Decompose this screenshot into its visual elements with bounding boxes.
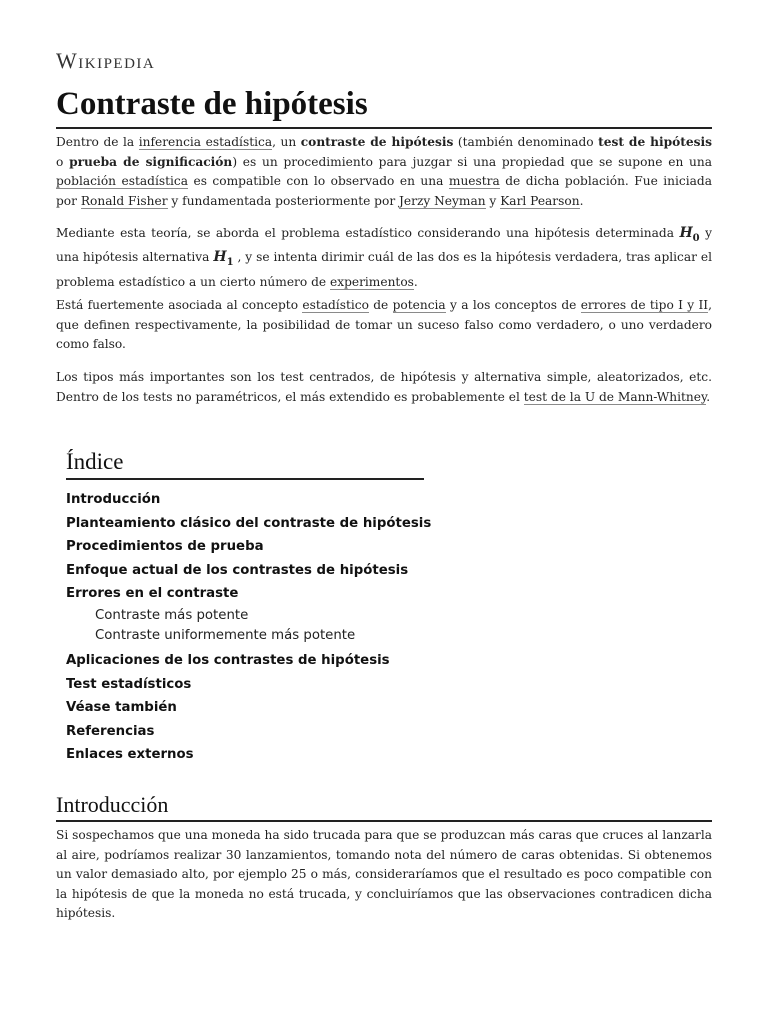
article-title: Contraste de hipótesis: [56, 84, 712, 129]
link-experimentos[interactable]: experimentos: [329, 274, 414, 289]
link-ronald-fisher[interactable]: Ronald Fisher: [80, 193, 168, 208]
link-errores-de-tipo[interactable]: errores de tipo I y II: [580, 298, 709, 312]
toc-entry: [66, 743, 426, 767]
toc-item-errores[interactable]: Errores en el contraste: [66, 586, 239, 602]
toc-entry: [66, 488, 426, 512]
math-h0: $H_0$: [679, 225, 700, 244]
toc-item-enfoque-actual[interactable]: Enfoque actual de los contrastes de hipótesis: [66, 562, 409, 578]
lead-paragraph-3: Está fuertemente asociada al concepto estadístico de potencia y a los conceptos de errores de tipo I y II, que definen respectivamente, la posibilidad de tomar un suceso falso como verdadero, o uno verdadero como falso.: [56, 298, 712, 351]
intro-paragraph: Si sospechamos que una moneda ha sido trucada para que se produzcan más caras que cruces al lanzarla al aire, podríamos realizar 30 lanzamientos, tomando nota del número de caras obtenidas. Si obtenemos un valor demasiado alto, por ejemplo 25 o más, consideraríamos que el resultado es poco compatible con la hipótesis de que la moneda no está trucada, y concluiríamos que las observaciones contradicen dicha hipótesis.: [56, 828, 712, 920]
toc-item-test-estadisticos[interactable]: Test estadísticos: [66, 676, 192, 692]
toc-entry: [66, 559, 426, 583]
toc-entry: [66, 720, 426, 744]
toc-subentry: [95, 606, 426, 626]
lead-paragraph-1: Dentro de la inferencia estadística, un contraste de hipótesis (también denominado test de hipótesis o prueba de significación) es un procedimiento para juzgar si una propiedad que se supone en una población estadística es compatible con lo observado en una muestra de dicha población. Fue iniciada por Ronald Fisher y fundamentada posteriormente por Jerzy Neyman y Karl Pearson.: [56, 135, 713, 208]
toc-item-enlaces-externos[interactable]: Enlaces externos: [66, 747, 194, 763]
toc-entry: [66, 582, 426, 646]
link-potencia[interactable]: potencia: [392, 298, 446, 312]
link-estadistico[interactable]: estadístico: [302, 298, 369, 312]
toc-subitem-uniformemente[interactable]: Contraste uniformemente más potente: [95, 627, 356, 643]
bold-test-de-hipotesis: test de hipótesis: [598, 135, 712, 149]
toc-item-aplicaciones[interactable]: Aplicaciones de los contrastes de hipótesis: [66, 652, 390, 668]
toc-sublist: [66, 606, 426, 646]
toc-item-introduccion[interactable]: Introducción: [66, 492, 161, 507]
section-heading-introduccion: Introducción: [56, 790, 712, 822]
link-inferencia-estadistica[interactable]: inferencia estadística: [138, 135, 273, 149]
toc-entry: [66, 535, 426, 559]
toc-subitem-contraste-mas-potente[interactable]: Contraste más potente: [95, 607, 249, 623]
link-poblacion-estadistica[interactable]: población estadística: [56, 174, 188, 188]
link-mann-whitney[interactable]: test de la U de Mann-Whitney: [523, 389, 707, 404]
toc-entry: [66, 512, 432, 536]
link-muestra[interactable]: muestra: [448, 174, 500, 188]
toc-title: Índice: [66, 446, 424, 480]
toc-list: [66, 488, 432, 767]
link-karl-pearson[interactable]: Karl Pearson: [500, 193, 580, 208]
toc-entry: [66, 673, 426, 697]
link-jerzy-neyman[interactable]: Jerzy Neyman: [399, 193, 486, 208]
table-of-contents: [66, 446, 432, 767]
bold-prueba-de-significacion: prueba de significación: [69, 154, 233, 169]
toc-item-planteamiento[interactable]: Planteamiento clásico del contraste de hipótesis: [66, 515, 432, 531]
wikipedia-wordmark[interactable]: Wikipedia: [56, 48, 156, 73]
toc-entry: [66, 649, 426, 673]
toc-entry: [66, 696, 426, 720]
bold-contraste-de-hipotesis: contraste de hipótesis: [300, 135, 454, 149]
toc-item-referencias[interactable]: Referencias: [66, 723, 155, 739]
toc-item-vease-tambien[interactable]: Véase también: [66, 700, 177, 716]
toc-item-procedimientos[interactable]: Procedimientos de prueba: [66, 539, 264, 555]
lead-paragraph-4: Los tipos más importantes son los test centrados, de hipótesis y alternativa simple, aleatorizados, etc. Dentro de los tests no paramétricos, el más extendido es probablemente el test de la U de Mann-Whitney.: [56, 370, 712, 404]
lead-paragraph-2: Mediante esta teoría, se aborda el problema estadístico considerando una hipótesis determinada $H_0$ y una hipótesis alternativa $H_1$ , y se intenta dirimir cuál de las dos es la hipótesis verdadera, tras aplicar el problema estadístico a un cierto número de experimentos.: [56, 225, 713, 289]
math-h1: $H_1$: [213, 249, 234, 269]
toc-subentry: [95, 626, 426, 646]
